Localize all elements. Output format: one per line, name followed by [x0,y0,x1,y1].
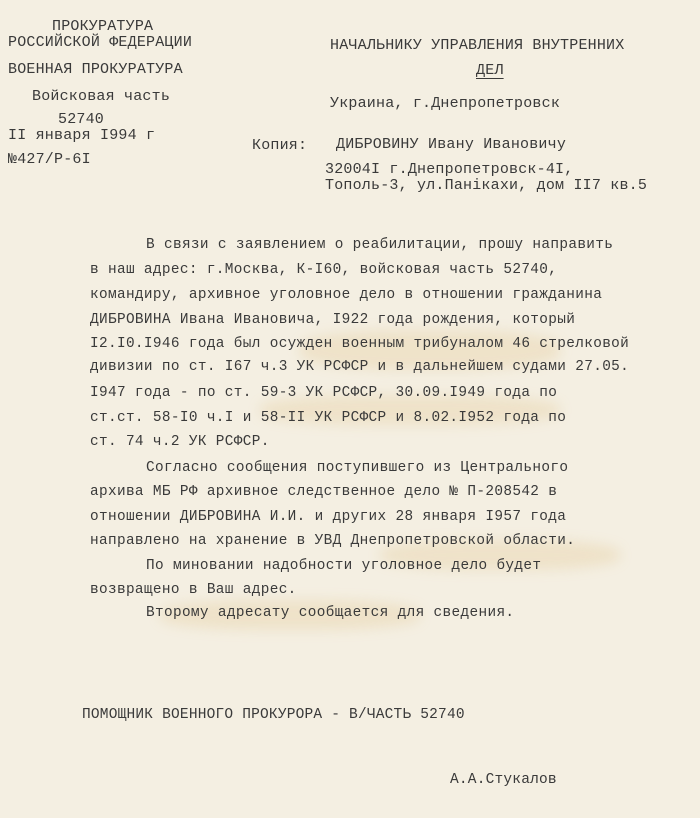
copy-line: Тополь-3, ул.Панікахи, дом II7 кв.5 [325,177,648,194]
body-line: По миновании надобности уголовное дело будет [146,558,542,574]
addressee-line: Украина, г.Днепропетровск [330,95,561,112]
body-line: Согласно сообщения поступившего из Центрального [146,460,569,476]
body-line: возвращено в Ваш адрес. [90,582,297,598]
body-line: ст. 74 ч.2 УК РСФСР. [90,434,270,450]
letter-date: II января I994 г [8,127,156,144]
body-line: отношении ДИБРОВИНА И.И. и других 28 января I957 года [90,509,567,525]
copy-line: 32004I г.Днепропетровск-4I, [325,161,574,178]
sender-unit: 52740 [58,111,105,128]
addressee-line: ДЕЛ [476,62,504,79]
signatory-position: ПОМОЩНИК ВОЕННОГО ПРОКУРОРА - В/ЧАСТЬ 52740 [82,707,465,723]
sender-line: ВОЕННАЯ ПРОКУРАТУРА [8,61,183,78]
sender-line: ПРОКУРАТУРА [52,18,154,35]
copy-label: Копия: [252,137,308,154]
body-line: I947 года - по ст. 59-3 УК РСФСР, 30.09.I949 года по [90,385,558,401]
body-line: командиру, архивное уголовное дело в отношении гражданина [90,287,603,303]
body-line: ДИБРОВИНА Ивана Ивановича, I922 года рождения, который [90,312,576,328]
letter-number: №427/Р-6I [8,151,91,168]
body-line: направлено на хранение в УВД Днепропетровской области. [90,533,576,549]
addressee-line: НАЧАЛЬНИКУ УПРАВЛЕНИЯ ВНУТРЕННИХ [330,37,625,54]
body-line: В связи с заявлением о реабилитации, прошу направить [146,237,614,253]
body-line: дивизии по ст. I67 ч.3 УК РСФСР и в дальнейшем судами 27.05. [90,359,630,375]
body-line: ст.ст. 58-I0 ч.I и 58-II УК РСФСР и 8.02.I952 года по [90,410,567,426]
sender-line: РОССИЙСКОЙ ФЕДЕРАЦИИ [8,34,193,51]
body-line: I2.I0.I946 года был осужден военным трибуналом 46 стрелковой [90,336,630,352]
body-line: в наш адрес: г.Москва, К-I60, войсковая часть 52740, [90,262,558,278]
body-line: архива МБ РФ архивное следственное дело № П-208542 в [90,484,558,500]
body-line: Второму адресату сообщается для сведения. [146,605,515,621]
signatory-name: А.А.Стукалов [450,772,557,788]
copy-line: ДИБРОВИНУ Ивану Ивановичу [336,136,567,153]
sender-line: Войсковая часть [32,88,171,105]
